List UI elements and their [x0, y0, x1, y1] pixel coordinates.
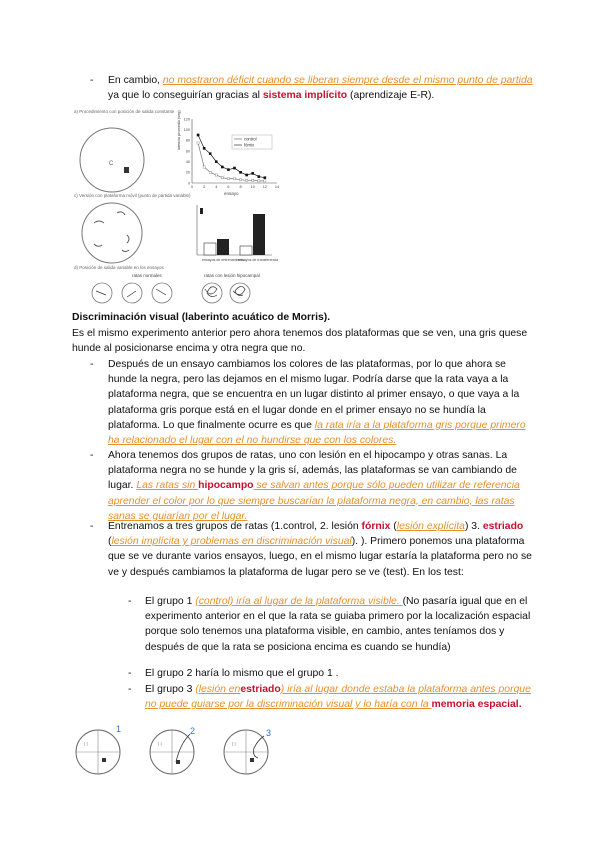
legend-control: control — [244, 136, 257, 142]
bar-transfer-control — [240, 246, 252, 255]
series-point — [215, 161, 217, 163]
bar-label-training: ensayos de entrenamiento — [202, 258, 245, 262]
rats-normal-label: ratas normales — [132, 273, 162, 278]
fig-label-d: d) Posición de salida variable en los ensayos — [74, 265, 164, 270]
series-point — [233, 167, 235, 169]
chart-xtick: 4 — [215, 185, 218, 189]
chart-xtick: 0 — [190, 185, 194, 189]
pool-sketch-3 — [224, 728, 271, 774]
series-point — [215, 174, 217, 176]
series-point — [239, 179, 241, 181]
bullet-dash: - — [90, 450, 94, 461]
series-point — [264, 177, 266, 179]
chart-ytick: 80 — [185, 138, 190, 143]
series-point — [227, 169, 229, 171]
pool-sketch-1 — [76, 724, 121, 774]
sub-bullet-1: El grupo 1 (control) iría al lugar de la plataforma visible. (No pasaría igual que en el experimento anterior en el que la rata se guiaba primero por la localización espacial porque solo tenemos una plataforma visible, en cambio, antes teníamos dos y después de que la rata se posiciona encima es cuando se hundía) — [145, 596, 531, 653]
chart-xtick: 10 — [250, 185, 255, 189]
series-point — [258, 180, 260, 182]
series-point — [203, 166, 205, 168]
chart-ytick: 20 — [185, 170, 190, 175]
bar-training-control — [204, 243, 216, 255]
bullet-2: Ahora tenemos dos grupos de ratas, uno con lesión en el hipocampo y otras sanas. La plataforma negra no se hunde y la gris sí, además, las plataformas se van cambiando de lugar. Las ratas sin hipocampo se salvan antes porque sólo pueden utilizar de referencia aprender el color por lo que siempre buscarían la plataforma negra, en cambio, las ratas sanas se guiarían por el lugar. — [108, 450, 520, 522]
chart-xtick: 8 — [239, 185, 242, 189]
bullet-dash: - — [90, 359, 94, 370]
svg-text:∷: ∷ — [158, 742, 162, 748]
series-point — [221, 177, 223, 179]
series-point — [221, 166, 223, 168]
sub-bullet-dash: - — [128, 684, 132, 695]
bar-label-transfer: ensayos de transferencia — [238, 258, 279, 262]
series-point — [197, 134, 199, 136]
chart-xtick: 14 — [274, 185, 280, 189]
sub-bullet-3: El grupo 3 (lesión enestriado) iría al lugar donde estaba la plataforma antes porque no puede guiarse por la discriminación visual y lo haría con la memoria espacial. — [145, 684, 531, 711]
bullet-dash: - — [90, 521, 94, 532]
series-point — [203, 147, 205, 149]
series-point — [227, 178, 229, 180]
chart-xlabel: ensayo — [224, 191, 239, 196]
series-point — [239, 171, 241, 173]
bullet-dash: - — [90, 75, 94, 86]
pool-sketches — [72, 722, 282, 782]
bullet-3: Entrenamos a tres grupos de ratas (1.control, 2. lesión fórnix (lesión explícita) 3. estriado (lesión implícita y problemas en discriminación visual). ). Primero ponemos una plataforma que se ve durante varios ensayos, luego, en el mismo lugar estaría la plataforma pero no se ve y después cambiamos la plataforma de lugar pero se ve (test). En los test: — [108, 521, 532, 578]
series-point — [252, 179, 254, 181]
series-point — [197, 142, 199, 144]
svg-text:∷: ∷ — [232, 742, 236, 748]
chart-xtick: 2 — [203, 185, 206, 189]
bar-training-fornix — [217, 239, 229, 255]
series-point — [209, 153, 211, 155]
bullet-1: Después de un ensayo cambiamos los colores de las plataformas, por lo que ahora se hunde la negra, pero las dejamos en el mismo lugar. Podría darse que la rata vaya a la plataforma negra, que se encuentra en un lugar distinto al primer ensayo, o que vaya a la plataforma gris porque está en el lugar donde en el primer ensayo no se hundía la plataforma. Lo que finalmente ocurre es que la rata iría a la plataforma gris porque primero ha relacionado el lugar con el no hundirse que con los colores. — [108, 359, 526, 447]
chart-ytick: 100 — [183, 127, 190, 132]
chart-ytick: 120 — [183, 117, 190, 122]
series-point — [264, 180, 266, 182]
sketch-number-3: 3 — [266, 728, 272, 738]
legend-fornix: fórnix — [244, 142, 255, 148]
platform-a — [124, 167, 129, 173]
fig-label-c: c) Versión con plataforma móvil (punto de partida variable) — [74, 193, 191, 198]
sub-bullet-dash: - — [128, 668, 132, 679]
section-intro: Es el mismo experimento anterior pero ahora tenemos dos plataformas que se ven, una gris quese hunde al posicionarse encima y otra negra que no. — [72, 328, 528, 355]
series-point — [252, 172, 254, 174]
chart-ytick: 0 — [187, 181, 190, 186]
section-heading: Discriminación visual (laberinto acuático de Morris). — [72, 312, 331, 323]
sub-bullet-2: El grupo 2 haría lo mismo que el grupo 1 . — [145, 668, 339, 679]
pool-sketch-2 — [150, 726, 195, 774]
chart-xtick: 12 — [262, 185, 267, 189]
intro-paragraph: En cambio, no mostraron déficit cuando se liberan siempre desde el mismo punto de partida ya que lo conseguirían gracias al sistema implícito (aprendizaje E-R). — [108, 75, 533, 102]
chart-ytick: 40 — [185, 159, 190, 164]
svg-text:C: C — [109, 161, 114, 167]
fig-label-a: a) Procedimiento con posición de salida constante — [74, 109, 175, 114]
sketch-number-1: 1 — [116, 724, 122, 734]
chart-xtick: 6 — [227, 185, 230, 189]
sub-bullet-dash: - — [128, 596, 132, 607]
series-point — [246, 179, 248, 181]
series-point — [233, 178, 235, 180]
chart-ylabel: latencia promedio (seg) — [177, 110, 181, 150]
bar-transfer-fornix — [253, 214, 265, 255]
series-point — [209, 171, 211, 173]
svg-text:∷: ∷ — [84, 742, 88, 748]
series-point — [258, 176, 260, 178]
morris-figure — [72, 105, 288, 305]
chart-ytick: 60 — [185, 149, 190, 154]
series-point — [246, 174, 248, 176]
sketch-number-2: 2 — [190, 726, 196, 736]
rats-lesion-label: ratas con lesión hipocampal — [204, 273, 260, 278]
